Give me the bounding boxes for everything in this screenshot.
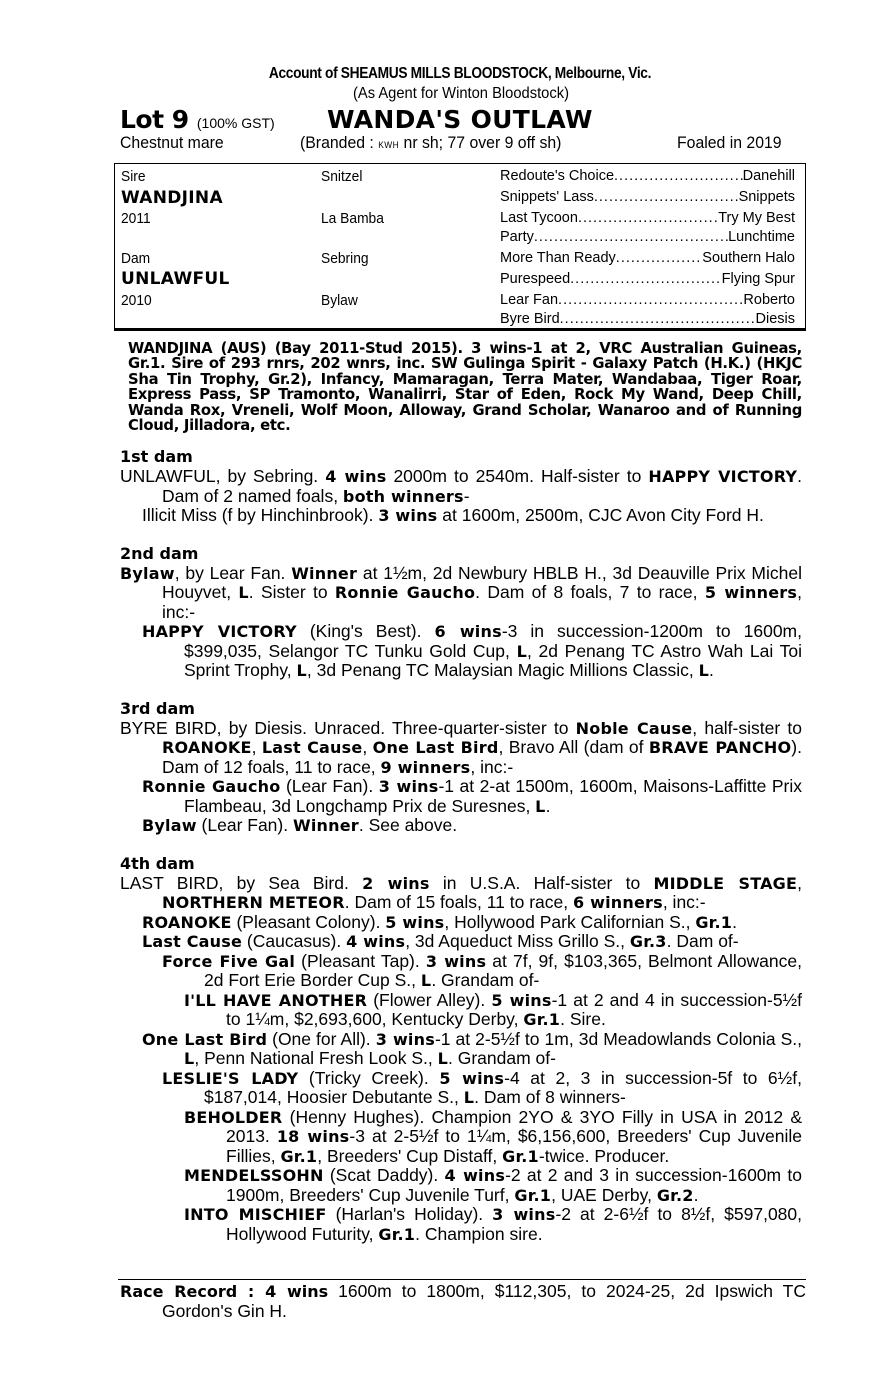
bold-text: Noble Cause	[575, 718, 693, 738]
text-run: UNLAWFUL, by Sebring.	[120, 466, 326, 487]
progeny-entry	[120, 991, 802, 1030]
bold-text: One Last Bird	[142, 1029, 268, 1049]
horse-name: WANDA'S OUTLAW	[327, 105, 593, 134]
text-run: , Hollywood Park Californian S.,	[444, 911, 696, 932]
brand-mark-icon: KWH	[378, 140, 400, 150]
progeny-entry	[120, 816, 802, 836]
race-record-text	[120, 1282, 806, 1321]
text-run: -4 at 2, 3 in succession-5f to 6½f, $187,014, Hoosier Debutante S.,	[204, 1067, 802, 1108]
bold-text: 4 wins	[444, 1166, 506, 1186]
gen3-horse: Byre Bird	[500, 311, 560, 327]
bold-text: both winners	[342, 486, 464, 506]
bold-text: Last Cause	[142, 932, 243, 952]
bold-text: NORTHERN METEOR	[162, 893, 345, 913]
text-run: .	[545, 795, 551, 816]
leader-dots	[558, 292, 743, 308]
gen3-horse: Last Tycoon	[500, 210, 578, 226]
leader-dots	[614, 168, 743, 184]
dam-sire: Sebring	[321, 250, 369, 267]
text-run: (Tricky Creek).	[298, 1067, 440, 1088]
section-heading: 2nd dam	[120, 543, 199, 563]
text-run: -1 at 2 and 4 in succession-5½f to 1¼m, $2,693,600, Kentucky Derby,	[226, 989, 803, 1030]
text-run: . Dam of 8 winners-	[474, 1087, 626, 1108]
text-run: (King's Best).	[296, 621, 435, 642]
leader-dots	[594, 189, 739, 205]
lot-title-row	[120, 103, 802, 133]
bold-text: Winner	[292, 816, 359, 836]
text-run: , UAE Derby,	[551, 1184, 657, 1205]
bold-text: Force Five Gal	[162, 951, 296, 971]
text-run: . Dam of 2 named foals,	[162, 466, 802, 506]
fourth-dam-section	[120, 854, 802, 1245]
bold-text: 3 wins	[375, 1029, 435, 1049]
gen3-sire: Southern Halo	[702, 250, 795, 266]
progeny-entry	[120, 622, 802, 681]
gen3-sire: Flying Spur	[721, 271, 795, 287]
bold-text: Last Cause	[261, 738, 363, 758]
bold-text: L	[516, 641, 527, 661]
gen3-row	[500, 189, 795, 205]
progeny-entry	[120, 1030, 802, 1069]
text-run: . Dam of 15 foals, 11 to race,	[344, 892, 573, 913]
bold-text: I'LL HAVE ANOTHER	[184, 990, 368, 1010]
bold-text: Gr.1	[514, 1185, 552, 1205]
leader-dots	[570, 271, 722, 287]
text-run: . Sire.	[560, 1009, 606, 1030]
progeny-entry	[120, 1069, 802, 1108]
brand-description	[300, 133, 561, 153]
text-run: . Champion sire.	[415, 1223, 543, 1244]
bold-text: Gr.1	[523, 1010, 561, 1030]
text-run: , Breeders' Cup Distaff,	[317, 1145, 503, 1166]
bold-text: One Last Bird	[372, 738, 499, 758]
leader-dots	[560, 311, 756, 327]
bold-text: Gr.2	[656, 1185, 694, 1205]
third-dam-section	[120, 699, 802, 836]
progeny-entry	[120, 1108, 802, 1167]
gen3-horse: Lear Fan	[500, 292, 559, 308]
bold-text: 9 winners	[380, 757, 471, 777]
gen3-sire: Diesis	[755, 311, 795, 327]
gen3-row	[500, 168, 795, 184]
bold-text: Winner	[291, 563, 358, 583]
text-run: (Scat Daddy).	[323, 1165, 445, 1186]
text-run: -3 at 2-5½f to 1¼m, $6,156,600, Breeders' Cup Juvenile Fillies,	[226, 1126, 803, 1166]
text-run: -3 in succession-1200m to 1600m, $399,035, Selangor TC Tunku Gold Cup,	[184, 621, 802, 661]
text-run: Illicit Miss (f by Hinchinbrook).	[142, 505, 379, 526]
bold-text: 5 winners	[704, 583, 798, 603]
bold-text: HAPPY VICTORY	[648, 467, 798, 487]
text-run: . Dam of-	[666, 931, 739, 952]
section-heading: 4th dam	[120, 853, 195, 873]
bold-text: L	[535, 796, 546, 816]
gen3-horse: Snippets' Lass	[500, 189, 594, 205]
text-run: (Pleasant Tap).	[295, 950, 426, 971]
bold-text: L	[184, 1049, 195, 1069]
progeny-entry	[120, 913, 802, 933]
brand-suffix: nr sh; 77 over 9 off sh)	[399, 133, 562, 152]
bold-text: Gr.1	[280, 1146, 318, 1166]
leader-dots	[578, 210, 718, 226]
text-run: 2000m to 2540m. Half-sister to	[386, 466, 649, 487]
bold-text: 5 wins	[439, 1068, 505, 1088]
gen3-sire: Lunchtime	[728, 229, 795, 245]
text-run: (Caucasus).	[242, 931, 347, 952]
gen3-row	[500, 210, 795, 226]
horse-details-row	[120, 133, 802, 155]
gst-label: (100% GST)	[196, 115, 275, 131]
dam-paragraph	[120, 874, 802, 913]
text-run: .	[693, 1184, 699, 1205]
bold-text: L	[238, 583, 249, 603]
dam-paragraph	[120, 564, 802, 623]
text-run: . Grandam of-	[431, 970, 540, 991]
bold-text: 6 wins	[434, 622, 502, 642]
bold-text: L	[698, 661, 709, 681]
text-run: , Penn National Fresh Look S.,	[194, 1048, 438, 1069]
dam-year: 2010	[121, 292, 152, 309]
progeny-entry	[120, 1166, 802, 1205]
bold-text: Ronnie Gaucho	[334, 583, 476, 603]
bold-text: 5 wins	[385, 912, 445, 932]
section-heading: 3rd dam	[120, 698, 195, 718]
bold-text: 5 wins	[491, 990, 552, 1010]
agent-line: (As Agent for Winton Bloodstock)	[353, 85, 569, 102]
text-run: , 2d Penang TC Astro Wah Lai Toi Sprint Trophy,	[184, 640, 802, 681]
bold-text: Gr.1	[378, 1224, 416, 1244]
bold-text: L	[296, 661, 307, 681]
bold-text: LESLIE'S LADY	[162, 1068, 299, 1088]
progeny-entry	[120, 1205, 802, 1244]
race-record	[118, 1279, 806, 1321]
text-run: . Dam of 8 foals, 7 to race,	[475, 582, 705, 603]
sire-dam: La Bamba	[321, 210, 384, 227]
bold-text: 3 wins	[378, 777, 439, 797]
bold-text: Gr.1	[695, 912, 733, 932]
bold-text: Ronnie Gaucho	[142, 777, 281, 797]
bold-text: 3 wins	[378, 506, 438, 526]
text-run: (Lear Fan).	[196, 815, 293, 836]
foaled-year: Foaled in 2019	[677, 133, 782, 152]
bold-text: L	[420, 971, 432, 991]
sire-year: 2011	[121, 210, 151, 227]
text-run: -1 at 2-5½f to 1m, 3d Meadowlands Colonia S.,	[434, 1028, 802, 1049]
text-run: (Henny Hughes). Champion 2YO & 3YO Filly in USA in 2012 & 2013.	[226, 1106, 802, 1147]
sire-sire: Snitzel	[321, 168, 363, 185]
sire-summary: WANDJINA (AUS) (Bay 2011-Stud 2015). 3 wins-1 at 2, VRC Australian Guineas, Gr.1. Sire of 293 rnrs, 202 wnrs, inc. SW Gulinga Spirit - Galaxy Patch (H.K.) (HKJC Sha Tin Trophy, Gr.2), Infancy, Mamaragan, Terra Mater, Wandabaa, Tiger Roar, Express Pass, SP Tramonto, Wanalirri, Star of Eden, Rock My Wand, Deep Chill, Wanda Rox, Vreneli, Wolf Moon, Alloway, Grand Scholar, Wanaroo and of Running Cloud, Jilladora, etc.	[128, 340, 802, 435]
text-run: (One for All).	[267, 1028, 376, 1049]
text-run: . Grandam of-	[448, 1048, 556, 1069]
sire-label: Sire	[121, 168, 146, 185]
text-run: -2 at 2 and 3 in succession-1600m to 1900m, Breeders' Cup Juvenile Turf,	[226, 1165, 802, 1205]
bold-text: 6 winners	[573, 893, 663, 913]
first-dam-section	[120, 447, 802, 526]
bold-text: MIDDLE STAGE	[653, 873, 798, 893]
gen3-horse: Purespeed	[500, 271, 571, 287]
gen3-row	[500, 311, 795, 327]
text-run: . See above.	[358, 815, 458, 836]
brand-prefix: (Branded :	[300, 133, 379, 152]
gen3-sire: Danehill	[742, 168, 795, 184]
gen3-row	[500, 292, 795, 308]
sire-name: WANDJINA	[121, 188, 223, 208]
text-run: .	[732, 911, 737, 932]
colour-sex: Chestnut mare	[120, 133, 224, 152]
bold-text: 18 wins	[276, 1127, 350, 1147]
progeny-entry	[120, 932, 802, 952]
section-heading: 1st dam	[120, 447, 193, 467]
text-run: . Sister to	[248, 582, 335, 603]
bold-text: BEHOLDER	[184, 1107, 283, 1127]
dam-name: UNLAWFUL	[121, 269, 230, 289]
text-run: in U.S.A. Half-sister to	[429, 872, 654, 893]
bold-text: L	[437, 1049, 449, 1069]
bold-text: Bylaw	[142, 816, 197, 836]
text-run: (Harlan's Holiday).	[326, 1204, 493, 1225]
dam-paragraph	[120, 467, 802, 506]
text-run: , inc:-	[470, 756, 514, 777]
gen3-horse: Party	[500, 229, 534, 245]
text-run: ,	[362, 737, 373, 758]
text-run: -	[463, 485, 470, 506]
lot-label: Lot 9	[120, 105, 189, 134]
text-run: , half-sister to	[692, 717, 802, 738]
pedigree-table	[114, 163, 806, 331]
bold-text: 4 wins	[325, 467, 387, 487]
text-run: , inc:-	[162, 582, 802, 622]
text-run: at 1600m, 2500m, CJC Avon City Ford H.	[437, 505, 764, 526]
dam-paragraph	[120, 719, 802, 778]
text-run: (Flower Alley).	[367, 989, 492, 1010]
text-run: -1 at 2-at 1500m, 1600m, Maisons-Laffitte Prix Flambeau, 3d Longchamp Prix de Suresnes,	[184, 776, 802, 816]
gen3-row	[500, 229, 795, 245]
text-run: ). Dam of 12 foals, 11 to race,	[162, 737, 802, 777]
gen3-sire: Roberto	[743, 292, 795, 308]
text-run: ,	[797, 872, 802, 893]
catalogue-page	[120, 64, 802, 1244]
bold-text: Bylaw	[120, 563, 175, 583]
gen3-row	[500, 250, 795, 266]
text-run: , inc:-	[662, 892, 706, 913]
lot-number	[120, 105, 275, 134]
text-run: , 3d Aqueduct Miss Grillo S.,	[405, 931, 630, 952]
progeny-entry	[120, 952, 802, 991]
dam-label: Dam	[121, 250, 151, 267]
text-run: , 3d Penang TC Malaysian Magic Millions Classic,	[306, 660, 699, 681]
text-run: .	[708, 660, 714, 681]
bold-text: 3 wins	[492, 1205, 556, 1225]
bold-text: L	[463, 1088, 475, 1108]
gen3-sire: Snippets	[738, 189, 795, 205]
bold-text: MENDELSSOHN	[184, 1166, 324, 1186]
gen3-horse: Redoute's Choice	[500, 168, 615, 184]
bold-text: BRAVE PANCHO	[648, 738, 792, 758]
gen3-sire: Try My Best	[718, 210, 795, 226]
bold-text: 2 wins	[362, 873, 430, 893]
bold-text: HAPPY VICTORY	[142, 622, 297, 642]
text-run: (Pleasant Colony).	[231, 911, 386, 932]
second-dam-section	[120, 544, 802, 681]
race-record-label: Race Record : 4 wins	[120, 1282, 329, 1301]
dam-dam: Bylaw	[321, 292, 358, 309]
vendor-account-line: Account of SHEAMUS MILLS BLOODSTOCK, Melbourne, Vic.	[268, 65, 652, 82]
text-run: , by Lear Fan.	[174, 562, 292, 583]
text-run: ,	[251, 737, 262, 758]
text-run: at 1½m, 2d Newbury HBLB H., 3d Deauville Prix Michel Houyvet,	[162, 562, 802, 603]
bold-text: INTO MISCHIEF	[184, 1205, 327, 1225]
leader-dots	[534, 229, 728, 245]
bold-text: Gr.3	[629, 932, 667, 952]
progeny-entry	[120, 777, 802, 816]
bold-text: 3 wins	[425, 951, 487, 971]
text-run: BYRE BIRD, by Diesis. Unraced. Three-quarter-sister to	[120, 717, 576, 738]
text-run: , Bravo All (dam of	[498, 737, 649, 758]
leader-dots	[616, 250, 703, 266]
text-run: -2 at 2-6½f to 8½f, $597,080, Hollywood Futurity,	[226, 1204, 803, 1244]
text-run: LAST BIRD, by Sea Bird.	[120, 872, 363, 893]
bold-text: ROANOKE	[162, 738, 252, 758]
gen3-row	[500, 271, 795, 287]
bold-text: 4 wins	[346, 932, 406, 952]
foal-entry	[120, 506, 802, 526]
text-run: -twice. Producer.	[538, 1145, 670, 1166]
bold-text: ROANOKE	[142, 912, 232, 932]
bold-text: Gr.1	[502, 1146, 539, 1166]
text-run: (Lear Fan).	[280, 776, 379, 797]
race-record-details: 1600m to 1800m, $112,305, to 2024-25, 2d Ipswich TC Gordon's Gin H.	[162, 1281, 807, 1321]
gen3-horse: More Than Ready	[500, 250, 616, 266]
text-run: at 7f, 9f, $103,365, Belmont Allowance, 2d Fort Erie Border Cup S.,	[204, 950, 802, 991]
